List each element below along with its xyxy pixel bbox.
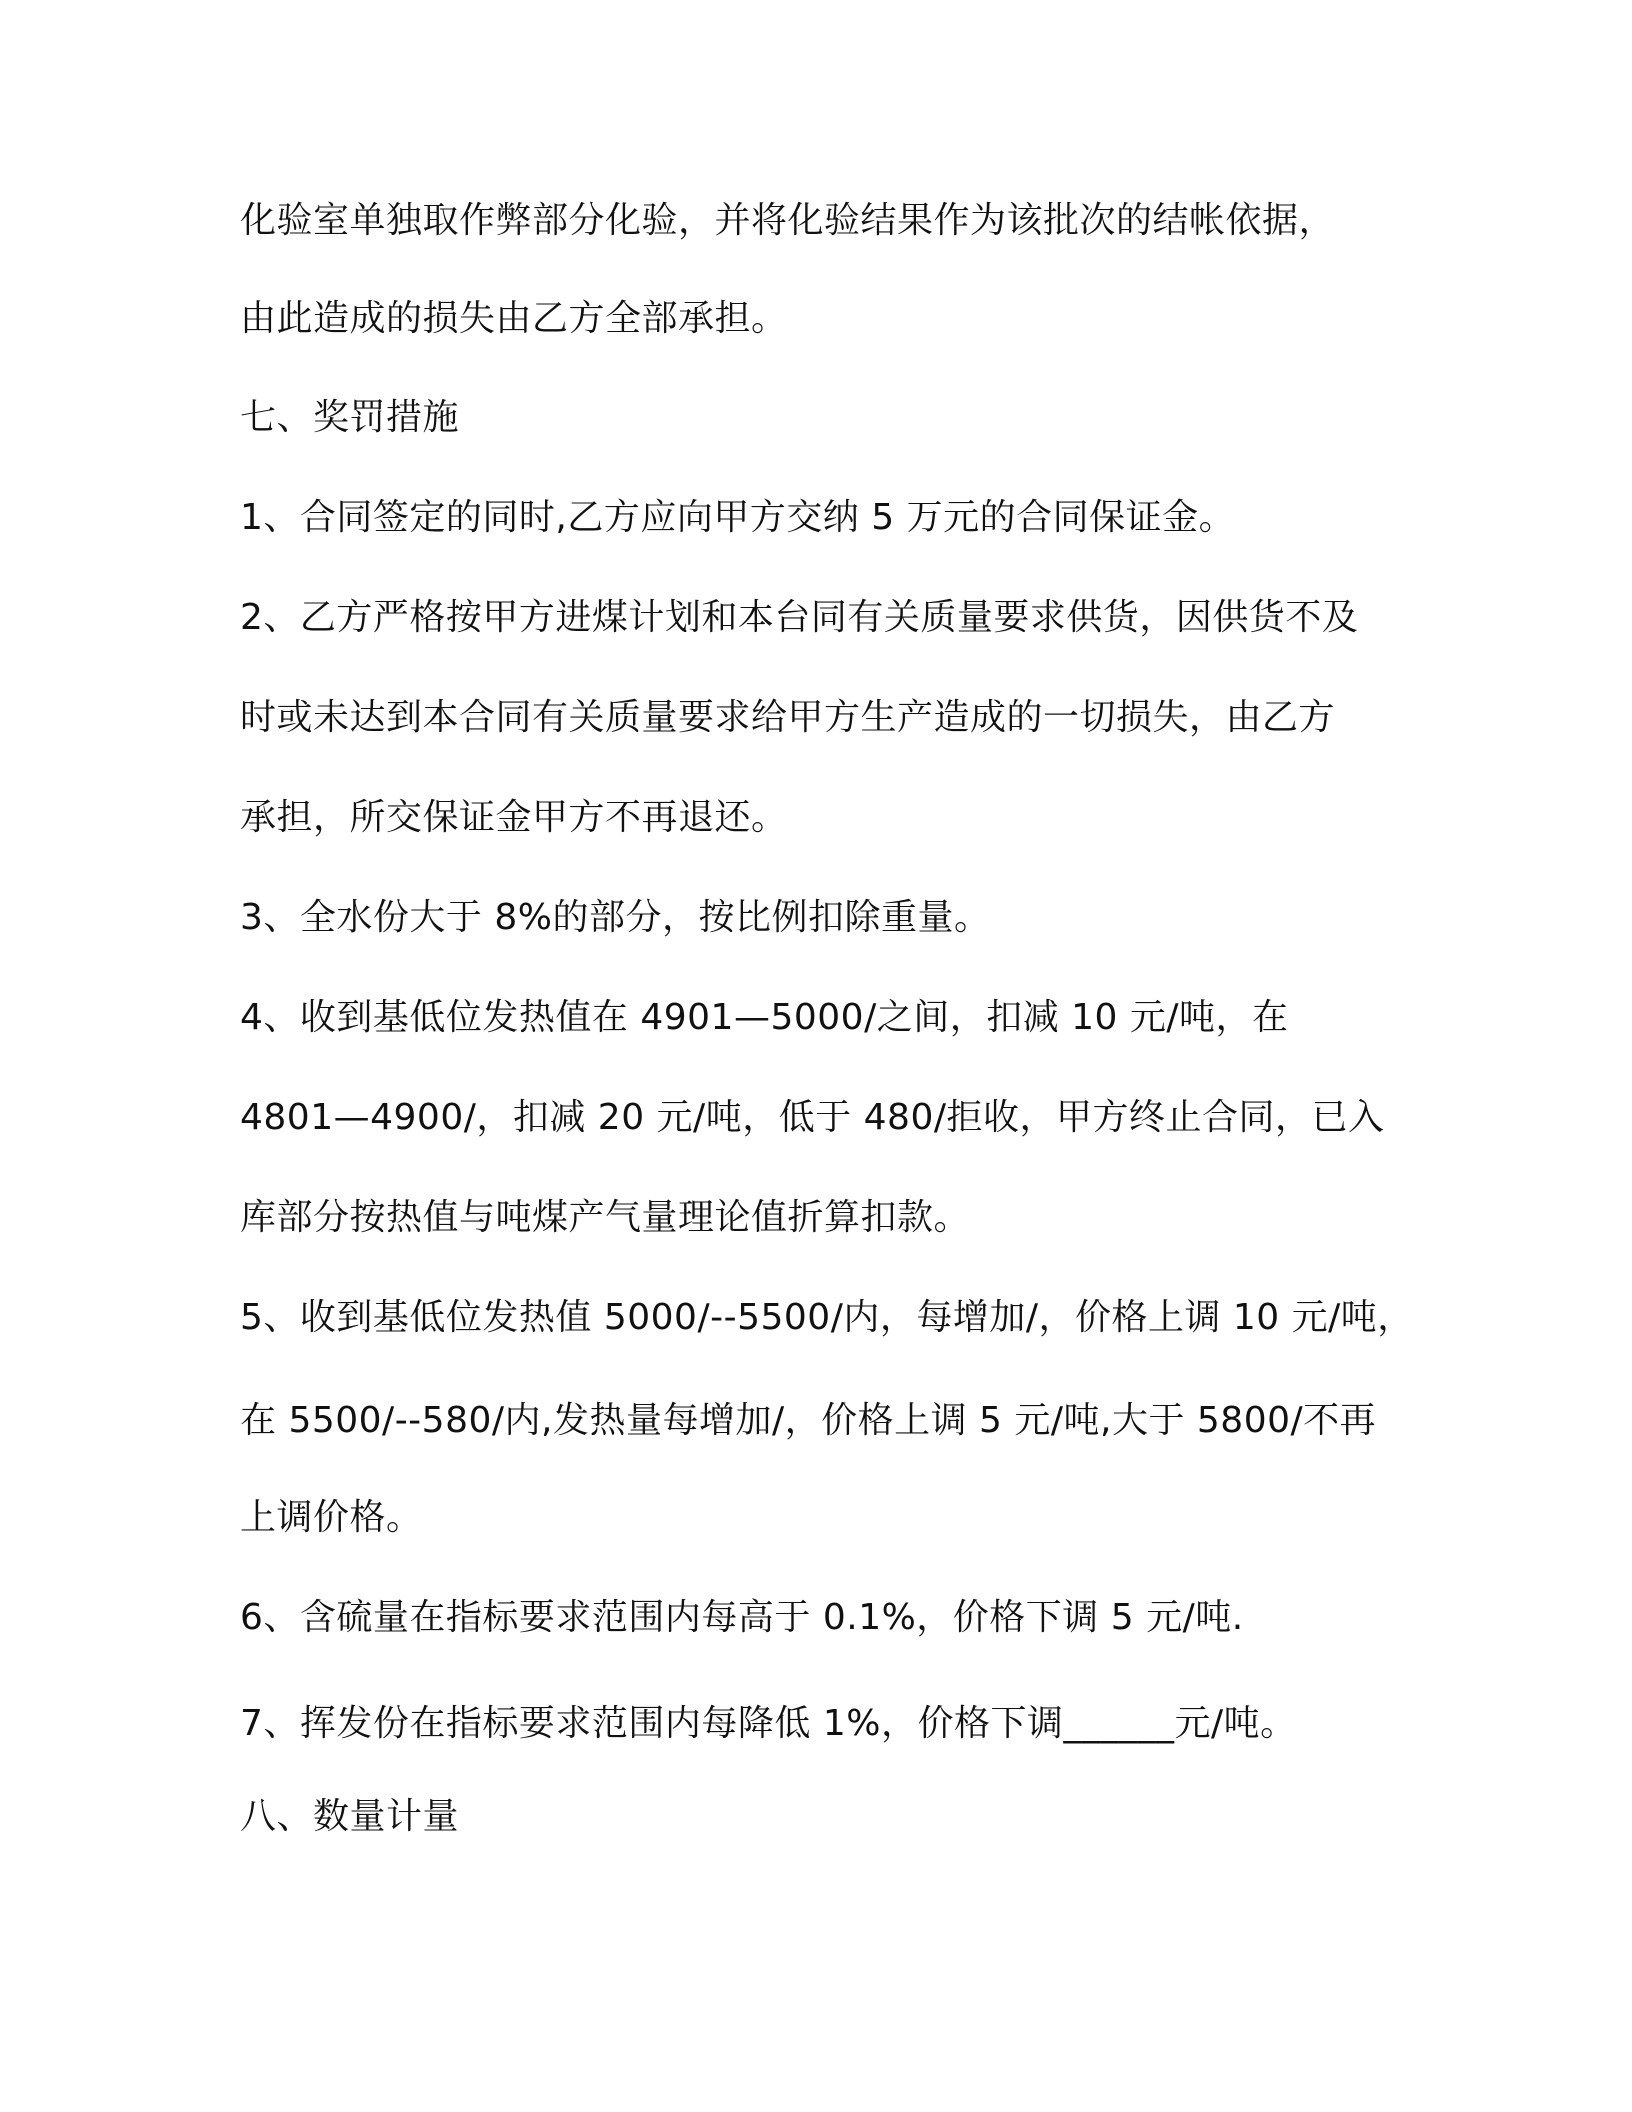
clause-2-line-3: 承担，所交保证金甲方不再退还。 — [240, 797, 788, 838]
text-line-continuation-2: 由此造成的损失由乙方全部承担。 — [240, 298, 788, 339]
clause-4-line-1: 4、收到基低位发热值在 4901—5000/之间，扣减 10 元/吨，在 — [240, 997, 1289, 1038]
clause-7-line-1: 7、挥发份在指标要求范围内每降低 1%，价格下调______元/吨。 — [240, 1703, 1297, 1744]
clause-6-line-1: 6、含硫量在指标要求范围内每高于 0.1%，价格下调 5 元/吨. — [240, 1597, 1244, 1638]
clause-2-line-1: 2、乙方严格按甲方进煤计划和本台同有关质量要求供货，因供货不及 — [240, 597, 1359, 638]
section-heading-quantity-measurement: 八、数量计量 — [240, 1796, 460, 1837]
clause-1-line-1: 1、合同签定的同时,乙方应向甲方交纳 5 万元的合同保证金。 — [240, 497, 1236, 538]
clause-5-line-2: 在 5500/--580/内,发热量每增加/，价格上调 5 元/吨,大于 5800/不再 — [240, 1400, 1377, 1441]
clause-2-line-2: 时或未达到本合同有关质量要求给甲方生产造成的一切损失，由乙方 — [240, 697, 1336, 738]
clause-5-line-1: 5、收到基低位发热值 5000/--5500/内，每增加/，价格上调 10 元/吨， — [240, 1297, 1414, 1338]
clause-4-line-2: 4801—4900/，扣减 20 元/吨，低于 480/拒收，甲方终止合同，已入 — [240, 1097, 1385, 1138]
text-line-continuation-1: 化验室单独取作弊部分化验，并将化验结果作为该批次的结帐依据， — [240, 200, 1336, 241]
clause-4-line-3: 库部分按热值与吨煤产气量理论值折算扣款。 — [240, 1197, 971, 1238]
clause-3-line-1: 3、全水份大于 8%的部分，按比例扣除重量。 — [240, 897, 991, 938]
clause-5-line-3: 上调价格。 — [240, 1497, 423, 1538]
section-heading-rewards-penalties: 七、奖罚措施 — [240, 397, 460, 438]
